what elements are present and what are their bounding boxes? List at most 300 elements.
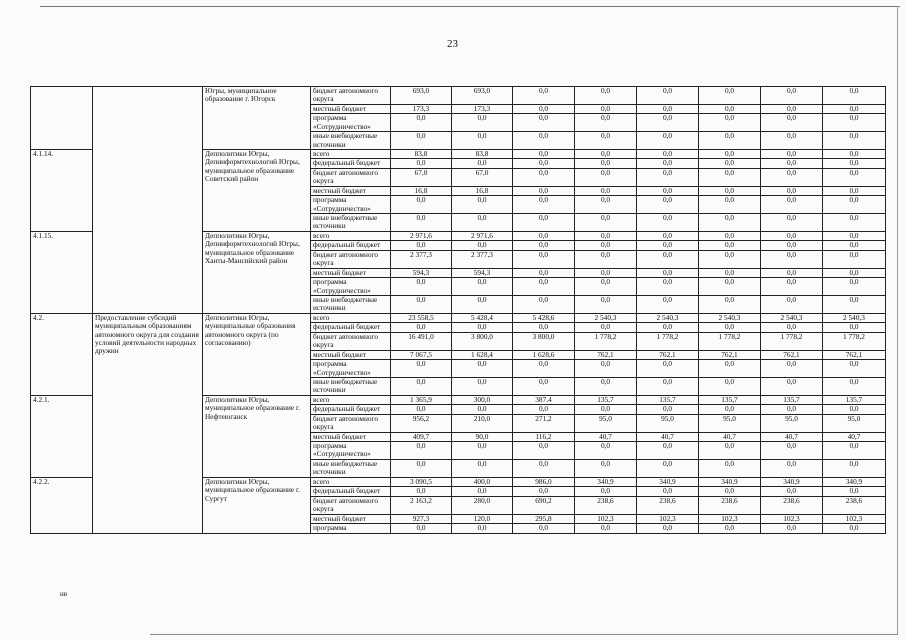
funding-source-cell: бюджет автономного округа xyxy=(311,250,391,268)
funding-source-cell: всего xyxy=(311,231,391,241)
funding-source-cell: бюджет автономного округа xyxy=(311,332,391,350)
amount-cell: 0,0 xyxy=(761,114,823,132)
amount-cell: 2 540,3 xyxy=(761,313,823,323)
measure-name-cell: Предоставление субсидий муниципальным образованиям автономного округа для создания условий деятельности народных дружин xyxy=(93,313,203,533)
amount-cell: 0,0 xyxy=(575,196,637,214)
amount-cell: 0,0 xyxy=(452,377,513,395)
amount-cell: 0,0 xyxy=(761,231,823,241)
amount-cell: 0,0 xyxy=(699,149,761,159)
funding-source-cell: федеральный бюджет xyxy=(311,241,391,251)
amount-cell: 16,8 xyxy=(452,186,513,196)
amount-cell: 95,0 xyxy=(823,414,886,432)
amount-cell: 340,9 xyxy=(761,477,823,487)
amount-cell: 40,7 xyxy=(637,432,699,442)
amount-cell: 0,0 xyxy=(513,268,575,278)
amount-cell: 0,0 xyxy=(452,132,513,150)
amount-cell: 0,0 xyxy=(575,168,637,186)
amount-cell: 0,0 xyxy=(391,214,452,232)
amount-cell: 0,0 xyxy=(391,377,452,395)
amount-cell: 0,0 xyxy=(452,524,513,534)
amount-cell: 238,6 xyxy=(699,496,761,514)
funding-source-cell: иные внебюджетные источники xyxy=(311,377,391,395)
amount-cell: 40,7 xyxy=(761,432,823,442)
amount-cell: 0,0 xyxy=(699,87,761,105)
amount-cell: 1 778,2 xyxy=(575,332,637,350)
amount-cell: 0,0 xyxy=(391,524,452,534)
amount-cell: 271,2 xyxy=(513,414,575,432)
amount-cell: 0,0 xyxy=(823,149,886,159)
page-right-edge xyxy=(897,6,898,634)
amount-cell: 83,8 xyxy=(391,149,452,159)
amount-cell: 0,0 xyxy=(637,87,699,105)
amount-cell: 1 778,2 xyxy=(637,332,699,350)
amount-cell: 0,0 xyxy=(699,186,761,196)
amount-cell: 0,0 xyxy=(575,250,637,268)
amount-cell: 0,0 xyxy=(637,104,699,114)
amount-cell: 0,0 xyxy=(452,360,513,378)
amount-cell: 762,1 xyxy=(761,350,823,360)
funding-source-cell: программа «Сотрудничество» xyxy=(311,114,391,132)
amount-cell: 0,0 xyxy=(761,487,823,497)
amount-cell: 0,0 xyxy=(575,278,637,296)
amount-cell: 0,0 xyxy=(391,296,452,314)
amount-cell: 0,0 xyxy=(699,268,761,278)
amount-cell: 0,0 xyxy=(391,241,452,251)
funding-source-cell: бюджет автономного округа xyxy=(311,87,391,105)
amount-cell: 0,0 xyxy=(823,360,886,378)
amount-cell: 0,0 xyxy=(699,114,761,132)
funding-source-cell: местный бюджет xyxy=(311,268,391,278)
amount-cell: 0,0 xyxy=(575,442,637,460)
funding-source-cell: местный бюджет xyxy=(311,432,391,442)
amount-cell: 0,0 xyxy=(391,159,452,169)
amount-cell: 95,0 xyxy=(637,414,699,432)
funding-source-cell: бюджет автономного округа xyxy=(311,414,391,432)
amount-cell: 0,0 xyxy=(513,159,575,169)
amount-cell: 0,0 xyxy=(513,214,575,232)
amount-cell: 0,0 xyxy=(452,459,513,477)
funding-source-cell: местный бюджет xyxy=(311,514,391,524)
amount-cell: 0,0 xyxy=(699,296,761,314)
funding-source-cell: иные внебюджетные источники xyxy=(311,132,391,150)
amount-cell: 116,2 xyxy=(513,432,575,442)
amount-cell: 95,0 xyxy=(575,414,637,432)
amount-cell: 0,0 xyxy=(699,487,761,497)
amount-cell: 0,0 xyxy=(699,278,761,296)
amount-cell: 40,7 xyxy=(575,432,637,442)
amount-cell: 0,0 xyxy=(513,296,575,314)
amount-cell: 0,0 xyxy=(761,186,823,196)
executor-cell: Депполитики Югры, муниципальное образование г. Нефтеюганск xyxy=(203,395,311,477)
amount-cell: 0,0 xyxy=(761,268,823,278)
amount-cell: 2 377,3 xyxy=(452,250,513,268)
funding-source-cell: местный бюджет xyxy=(311,350,391,360)
row-code-cell: 4.2.1. xyxy=(31,395,93,477)
amount-cell: 1 628,4 xyxy=(452,350,513,360)
amount-cell: 0,0 xyxy=(761,360,823,378)
amount-cell: 0,0 xyxy=(637,231,699,241)
amount-cell: 0,0 xyxy=(513,250,575,268)
amount-cell: 67,0 xyxy=(452,168,513,186)
amount-cell: 0,0 xyxy=(761,168,823,186)
amount-cell: 0,0 xyxy=(637,405,699,415)
funding-source-cell: всего xyxy=(311,477,391,487)
amount-cell: 0,0 xyxy=(637,524,699,534)
amount-cell: 0,0 xyxy=(761,196,823,214)
funding-source-cell: местный бюджет xyxy=(311,186,391,196)
amount-cell: 238,6 xyxy=(823,496,886,514)
amount-cell: 0,0 xyxy=(823,268,886,278)
budget-table xyxy=(30,86,886,534)
amount-cell: 340,9 xyxy=(823,477,886,487)
funding-source-cell: бюджет автономного округа xyxy=(311,496,391,514)
amount-cell: 238,6 xyxy=(761,496,823,514)
amount-cell: 0,0 xyxy=(699,132,761,150)
amount-cell: 173,3 xyxy=(391,104,452,114)
amount-cell: 0,0 xyxy=(761,442,823,460)
amount-cell: 409,7 xyxy=(391,432,452,442)
amount-cell: 135,7 xyxy=(637,395,699,405)
amount-cell: 0,0 xyxy=(699,250,761,268)
amount-cell: 295,8 xyxy=(513,514,575,524)
amount-cell: 102,3 xyxy=(823,514,886,524)
amount-cell: 0,0 xyxy=(637,168,699,186)
row-code-cell: 4.1.15. xyxy=(31,231,93,313)
amount-cell: 0,0 xyxy=(823,196,886,214)
amount-cell: 0,0 xyxy=(513,278,575,296)
amount-cell: 0,0 xyxy=(513,168,575,186)
amount-cell: 0,0 xyxy=(637,377,699,395)
amount-cell: 0,0 xyxy=(513,104,575,114)
amount-cell: 0,0 xyxy=(823,231,886,241)
amount-cell: 0,0 xyxy=(637,114,699,132)
amount-cell: 0,0 xyxy=(699,241,761,251)
funding-source-cell: бюджет автономного округа xyxy=(311,168,391,186)
amount-cell: 0,0 xyxy=(823,323,886,333)
amount-cell: 0,0 xyxy=(761,159,823,169)
amount-cell: 0,0 xyxy=(575,459,637,477)
amount-cell: 0,0 xyxy=(391,487,452,497)
amount-cell: 102,3 xyxy=(699,514,761,524)
amount-cell: 0,0 xyxy=(761,132,823,150)
amount-cell: 0,0 xyxy=(513,442,575,460)
amount-cell: 135,7 xyxy=(761,395,823,405)
amount-cell: 0,0 xyxy=(452,196,513,214)
amount-cell: 0,0 xyxy=(452,159,513,169)
amount-cell: 0,0 xyxy=(699,196,761,214)
amount-cell: 0,0 xyxy=(637,149,699,159)
amount-cell: 0,0 xyxy=(391,196,452,214)
amount-cell: 120,0 xyxy=(452,514,513,524)
amount-cell: 7 067,5 xyxy=(391,350,452,360)
amount-cell: 0,0 xyxy=(637,442,699,460)
amount-cell: 0,0 xyxy=(823,168,886,186)
amount-cell: 16 491,0 xyxy=(391,332,452,350)
funding-source-cell: программа «Сотрудничество» xyxy=(311,442,391,460)
amount-cell: 2 163,2 xyxy=(391,496,452,514)
funding-source-cell: федеральный бюджет xyxy=(311,159,391,169)
amount-cell: 0,0 xyxy=(761,296,823,314)
amount-cell: 0,0 xyxy=(513,323,575,333)
amount-cell: 0,0 xyxy=(575,159,637,169)
footer-mark: нв xyxy=(60,590,68,598)
executor-cell: Югры, муниципальное образование г. Югорск xyxy=(203,87,311,150)
amount-cell: 0,0 xyxy=(452,442,513,460)
amount-cell: 0,0 xyxy=(575,268,637,278)
amount-cell: 0,0 xyxy=(513,524,575,534)
amount-cell: 0,0 xyxy=(575,114,637,132)
executor-cell: Депполитики Югры, Депинформтехнологий Югры, муниципальное образование Советский район xyxy=(203,149,311,231)
amount-cell: 0,0 xyxy=(513,132,575,150)
amount-cell: 40,7 xyxy=(699,432,761,442)
amount-cell: 693,0 xyxy=(391,87,452,105)
amount-cell: 238,6 xyxy=(637,496,699,514)
amount-cell: 0,0 xyxy=(575,405,637,415)
amount-cell: 173,3 xyxy=(452,104,513,114)
funding-source-cell: всего xyxy=(311,395,391,405)
amount-cell: 0,0 xyxy=(575,231,637,241)
amount-cell: 2 540,3 xyxy=(575,313,637,323)
amount-cell: 0,0 xyxy=(823,186,886,196)
table-row xyxy=(31,87,886,105)
amount-cell: 1 778,2 xyxy=(823,332,886,350)
amount-cell: 0,0 xyxy=(761,241,823,251)
amount-cell: 0,0 xyxy=(761,524,823,534)
amount-cell: 400,0 xyxy=(452,477,513,487)
amount-cell: 0,0 xyxy=(699,459,761,477)
amount-cell: 0,0 xyxy=(513,377,575,395)
funding-source-cell: программа «Сотрудничество» xyxy=(311,196,391,214)
amount-cell: 0,0 xyxy=(391,360,452,378)
amount-cell: 0,0 xyxy=(823,377,886,395)
executor-cell: Депполитики Югры, муниципальные образования автономного округа (по согласованию) xyxy=(203,313,311,395)
amount-cell: 3 800,0 xyxy=(452,332,513,350)
amount-cell: 0,0 xyxy=(699,168,761,186)
amount-cell: 0,0 xyxy=(823,132,886,150)
page-number: 23 xyxy=(447,38,458,50)
amount-cell: 693,0 xyxy=(452,87,513,105)
amount-cell: 762,1 xyxy=(823,350,886,360)
amount-cell: 0,0 xyxy=(637,360,699,378)
row-code-cell: 4.2. xyxy=(31,313,93,395)
amount-cell: 690,2 xyxy=(513,496,575,514)
funding-source-cell: федеральный бюджет xyxy=(311,405,391,415)
amount-cell: 0,0 xyxy=(699,104,761,114)
amount-cell: 0,0 xyxy=(391,459,452,477)
amount-cell: 102,3 xyxy=(575,514,637,524)
amount-cell: 5 428,4 xyxy=(452,313,513,323)
amount-cell: 0,0 xyxy=(575,104,637,114)
amount-cell: 0,0 xyxy=(823,442,886,460)
amount-cell: 2 540,3 xyxy=(637,313,699,323)
amount-cell: 238,6 xyxy=(575,496,637,514)
amount-cell: 986,0 xyxy=(513,477,575,487)
amount-cell: 0,0 xyxy=(513,487,575,497)
amount-cell: 0,0 xyxy=(637,459,699,477)
measure-name-cell xyxy=(93,87,203,314)
row-code-cell: 4.1.14. xyxy=(31,149,93,231)
funding-source-cell: программа xyxy=(311,524,391,534)
amount-cell: 0,0 xyxy=(637,323,699,333)
amount-cell: 340,9 xyxy=(637,477,699,487)
amount-cell: 0,0 xyxy=(699,214,761,232)
amount-cell: 2 540,3 xyxy=(699,313,761,323)
funding-source-cell: местный бюджет xyxy=(311,104,391,114)
amount-cell: 0,0 xyxy=(761,323,823,333)
amount-cell: 0,0 xyxy=(637,487,699,497)
amount-cell: 0,0 xyxy=(823,159,886,169)
amount-cell: 0,0 xyxy=(699,442,761,460)
amount-cell: 0,0 xyxy=(761,278,823,296)
amount-cell: 0,0 xyxy=(699,405,761,415)
amount-cell: 0,0 xyxy=(452,241,513,251)
amount-cell: 0,0 xyxy=(823,250,886,268)
amount-cell: 90,0 xyxy=(452,432,513,442)
amount-cell: 2 971,6 xyxy=(391,231,452,241)
amount-cell: 0,0 xyxy=(823,104,886,114)
amount-cell: 0,0 xyxy=(575,241,637,251)
amount-cell: 0,0 xyxy=(575,296,637,314)
amount-cell: 0,0 xyxy=(452,487,513,497)
amount-cell: 594,3 xyxy=(452,268,513,278)
funding-source-cell: всего xyxy=(311,313,391,323)
amount-cell: 0,0 xyxy=(823,487,886,497)
amount-cell: 0,0 xyxy=(575,360,637,378)
amount-cell: 0,0 xyxy=(575,377,637,395)
amount-cell: 956,2 xyxy=(391,414,452,432)
amount-cell: 0,0 xyxy=(575,132,637,150)
amount-cell: 0,0 xyxy=(761,377,823,395)
amount-cell: 280,0 xyxy=(452,496,513,514)
amount-cell: 762,1 xyxy=(637,350,699,360)
amount-cell: 135,7 xyxy=(575,395,637,405)
table-row xyxy=(31,313,886,323)
amount-cell: 95,0 xyxy=(699,414,761,432)
amount-cell: 0,0 xyxy=(452,405,513,415)
amount-cell: 340,9 xyxy=(575,477,637,487)
amount-cell: 0,0 xyxy=(391,405,452,415)
amount-cell: 135,7 xyxy=(823,395,886,405)
page-top-edge xyxy=(40,6,900,7)
amount-cell: 0,0 xyxy=(637,132,699,150)
funding-source-cell: программа «Сотрудничество» xyxy=(311,278,391,296)
funding-source-cell: иные внебюджетные источники xyxy=(311,459,391,477)
amount-cell: 0,0 xyxy=(575,87,637,105)
amount-cell: 594,3 xyxy=(391,268,452,278)
amount-cell: 0,0 xyxy=(823,214,886,232)
amount-cell: 0,0 xyxy=(761,459,823,477)
funding-source-cell: иные внебюджетные источники xyxy=(311,214,391,232)
row-code-cell: 4.2.2. xyxy=(31,477,93,533)
amount-cell: 0,0 xyxy=(575,524,637,534)
amount-cell: 0,0 xyxy=(452,323,513,333)
amount-cell: 0,0 xyxy=(513,114,575,132)
amount-cell: 0,0 xyxy=(637,250,699,268)
amount-cell: 0,0 xyxy=(575,214,637,232)
amount-cell: 2 971,6 xyxy=(452,231,513,241)
executor-cell: Депполитики Югры, Депинформтехнологий Югры, муниципальное образование Ханты-Мансийский район xyxy=(203,231,311,313)
amount-cell: 16,8 xyxy=(391,186,452,196)
amount-cell: 2 377,3 xyxy=(391,250,452,268)
amount-cell: 5 428,6 xyxy=(513,313,575,323)
amount-cell: 0,0 xyxy=(637,241,699,251)
amount-cell: 0,0 xyxy=(637,278,699,296)
amount-cell: 67,0 xyxy=(391,168,452,186)
amount-cell: 0,0 xyxy=(513,87,575,105)
amount-cell: 0,0 xyxy=(452,214,513,232)
amount-cell: 0,0 xyxy=(513,241,575,251)
amount-cell: 1 778,2 xyxy=(761,332,823,350)
amount-cell: 0,0 xyxy=(513,186,575,196)
amount-cell: 0,0 xyxy=(575,487,637,497)
funding-source-cell: программа «Сотрудничество» xyxy=(311,360,391,378)
amount-cell: 0,0 xyxy=(575,186,637,196)
amount-cell: 0,0 xyxy=(823,87,886,105)
row-code-cell xyxy=(31,87,93,150)
amount-cell: 0,0 xyxy=(699,360,761,378)
amount-cell: 0,0 xyxy=(761,214,823,232)
amount-cell: 102,3 xyxy=(761,514,823,524)
amount-cell: 40,7 xyxy=(823,432,886,442)
amount-cell: 762,1 xyxy=(575,350,637,360)
funding-source-cell: всего xyxy=(311,149,391,159)
amount-cell: 3 800,0 xyxy=(513,332,575,350)
amount-cell: 0,0 xyxy=(513,459,575,477)
amount-cell: 387,4 xyxy=(513,395,575,405)
amount-cell: 0,0 xyxy=(391,323,452,333)
amount-cell: 0,0 xyxy=(823,278,886,296)
executor-cell: Депполитики Югры, муниципальное образование г. Сургут xyxy=(203,477,311,533)
amount-cell: 210,0 xyxy=(452,414,513,432)
amount-cell: 0,0 xyxy=(699,159,761,169)
amount-cell: 135,7 xyxy=(699,395,761,405)
funding-source-cell: федеральный бюджет xyxy=(311,487,391,497)
amount-cell: 1 778,2 xyxy=(699,332,761,350)
amount-cell: 0,0 xyxy=(391,442,452,460)
amount-cell: 102,3 xyxy=(637,514,699,524)
amount-cell: 762,1 xyxy=(699,350,761,360)
amount-cell: 0,0 xyxy=(699,231,761,241)
amount-cell: 300,0 xyxy=(452,395,513,405)
amount-cell: 0,0 xyxy=(637,296,699,314)
amount-cell: 3 090,5 xyxy=(391,477,452,487)
amount-cell: 0,0 xyxy=(761,104,823,114)
amount-cell: 927,3 xyxy=(391,514,452,524)
amount-cell: 1 628,6 xyxy=(513,350,575,360)
amount-cell: 0,0 xyxy=(513,149,575,159)
amount-cell: 0,0 xyxy=(761,405,823,415)
amount-cell: 0,0 xyxy=(513,405,575,415)
amount-cell: 0,0 xyxy=(761,87,823,105)
page-bottom-edge xyxy=(150,634,898,635)
amount-cell: 0,0 xyxy=(513,231,575,241)
funding-source-cell: федеральный бюджет xyxy=(311,323,391,333)
amount-cell: 2 540,3 xyxy=(823,313,886,323)
amount-cell: 0,0 xyxy=(823,114,886,132)
amount-cell: 0,0 xyxy=(575,323,637,333)
budget-table-body xyxy=(31,87,886,534)
amount-cell: 0,0 xyxy=(699,323,761,333)
amount-cell: 0,0 xyxy=(452,114,513,132)
amount-cell: 0,0 xyxy=(391,132,452,150)
funding-source-cell: иные внебюджетные источники xyxy=(311,296,391,314)
amount-cell: 0,0 xyxy=(823,241,886,251)
amount-cell: 0,0 xyxy=(575,149,637,159)
amount-cell: 83,8 xyxy=(452,149,513,159)
amount-cell: 0,0 xyxy=(761,250,823,268)
amount-cell: 0,0 xyxy=(637,196,699,214)
amount-cell: 0,0 xyxy=(513,360,575,378)
